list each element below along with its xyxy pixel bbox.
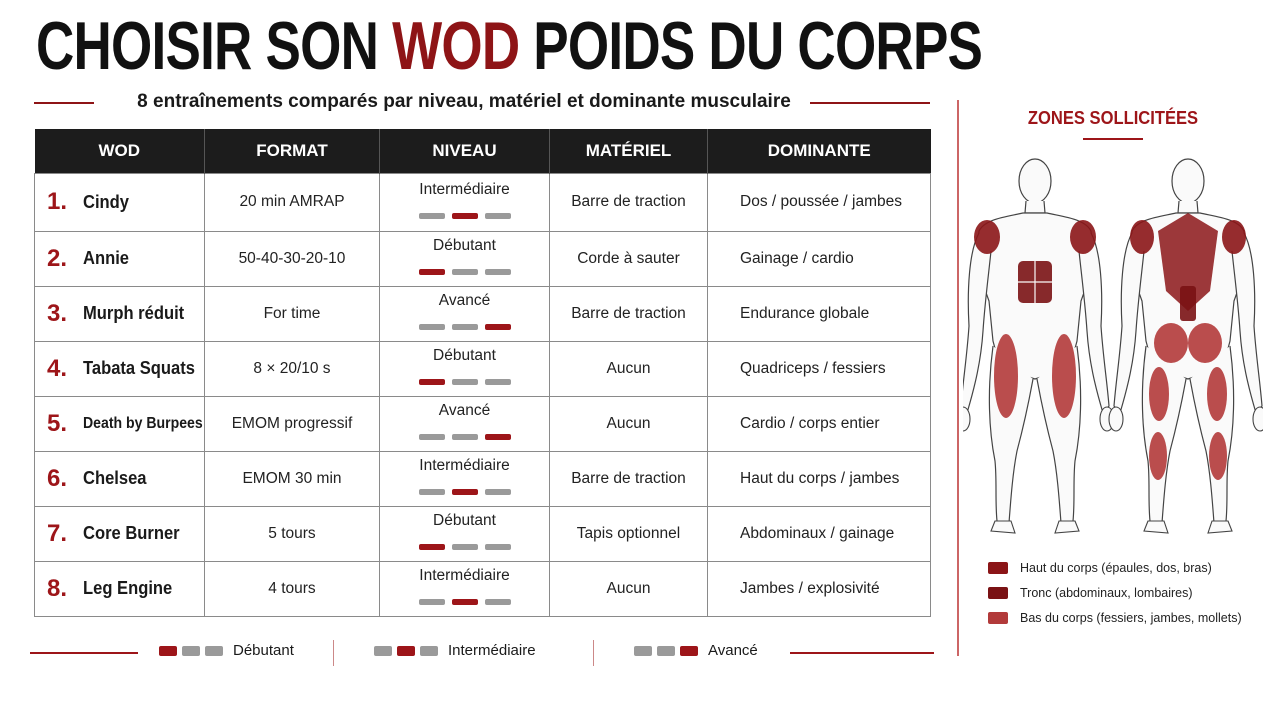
front-quad-left [994, 334, 1018, 418]
legend-rule-left [30, 652, 138, 654]
cell-equipment: Barre de traction [550, 173, 708, 231]
swatch-upper [988, 562, 1008, 574]
wod-name: Tabata Squats [83, 358, 195, 378]
level-label: Intermédiaire [419, 457, 510, 474]
back-lumbar [1180, 286, 1196, 321]
front-shoulder-right [1070, 220, 1096, 254]
level-bars [419, 379, 511, 385]
cell-wod [35, 396, 205, 451]
cell-level [380, 561, 550, 616]
zones-title-underline [1083, 138, 1143, 140]
level-bar [485, 599, 511, 605]
subtitle-row [34, 88, 930, 116]
level-bar [419, 324, 445, 330]
cell-format: 8 × 20/10 s [205, 341, 380, 396]
level-label: Intermédiaire [419, 180, 510, 198]
back-calf-left [1149, 432, 1167, 480]
wod-number: 8. [47, 574, 68, 602]
subtitle-rule-right [810, 102, 930, 104]
cell-level [380, 173, 550, 231]
level-bar [419, 213, 445, 219]
level-bar [452, 489, 478, 495]
panel-divider [957, 100, 959, 656]
legend-separator [593, 640, 594, 666]
back-shoulder-left [1130, 220, 1154, 254]
table-row [35, 173, 931, 231]
zones-legend-trunk-label: Tronc (abdominaux, lombaires) [1020, 585, 1193, 600]
subtitle-rule-left [34, 102, 94, 104]
swatch-trunk [988, 587, 1008, 599]
wod-name: Chelsea [83, 468, 147, 488]
level-bar [452, 269, 478, 275]
level-bar [452, 599, 478, 605]
cell-wod [35, 341, 205, 396]
cell-equipment: Barre de traction [550, 451, 708, 506]
back-hamstring-right [1207, 367, 1227, 421]
cell-equipment: Aucun [550, 341, 708, 396]
back-glute-right [1188, 323, 1222, 363]
level-bars [419, 599, 511, 605]
zones-legend-trunk [988, 580, 1242, 605]
legend-intermediate [374, 642, 536, 659]
title-part1: CHOISIR SON [36, 8, 393, 84]
cell-equipment: Aucun [550, 396, 708, 451]
zones-legend-upper [988, 555, 1242, 580]
level-bar [419, 379, 445, 385]
header-wod: WOD [35, 129, 205, 173]
legend-separator [333, 640, 334, 666]
header-focus: DOMINANTE [708, 129, 931, 173]
back-calf-right [1209, 432, 1227, 480]
legend-beginner-label: Débutant [233, 642, 294, 659]
cell-format: 50-40-30-20-10 [205, 231, 380, 286]
cell-level [380, 506, 550, 561]
back-shoulder-right [1222, 220, 1246, 254]
cell-focus: Cardio / corps entier [708, 396, 931, 451]
page-title [36, 6, 982, 86]
table-row [35, 561, 931, 616]
wod-name: Core Burner [83, 523, 180, 543]
table-row [35, 341, 931, 396]
cell-level [380, 341, 550, 396]
cell-equipment: Corde à sauter [550, 231, 708, 286]
zones-title: ZONES SOLLICITÉES [1027, 108, 1199, 128]
cell-wod [35, 506, 205, 561]
level-bar [452, 324, 478, 330]
cell-format: 4 tours [205, 561, 380, 616]
wod-table [34, 129, 931, 617]
cell-format: 5 tours [205, 506, 380, 561]
zones-legend [988, 555, 1242, 630]
cell-focus: Dos / poussée / jambes [708, 173, 931, 231]
front-shoulder-left [974, 220, 1000, 254]
zones-legend-lower-label: Bas du corps (fessiers, jambes, mollets) [1020, 610, 1242, 625]
wod-number: 4. [47, 354, 68, 382]
wod-name: Annie [83, 248, 130, 268]
zones-legend-upper-label: Haut du corps (épaules, dos, bras) [1020, 560, 1212, 575]
level-bar [419, 599, 445, 605]
back-hamstring-left [1149, 367, 1169, 421]
level-bars [419, 213, 511, 219]
table-row [35, 286, 931, 341]
level-bar [452, 544, 478, 550]
cell-wod [35, 561, 205, 616]
cell-equipment: Aucun [550, 561, 708, 616]
legend-intermediate-bars [374, 646, 438, 656]
cell-wod [35, 451, 205, 506]
cell-level [380, 286, 550, 341]
wod-name: Death by Burpees [83, 414, 203, 432]
legend-rule-right [790, 652, 934, 654]
legend-beginner [159, 642, 294, 659]
level-bars [419, 489, 511, 495]
level-bar [419, 269, 445, 275]
cell-focus: Jambes / explosivité [708, 561, 931, 616]
swatch-lower [988, 612, 1008, 624]
anatomy-figures [963, 145, 1263, 540]
level-bar [419, 489, 445, 495]
level-bar [485, 544, 511, 550]
legend-advanced-label: Avancé [708, 642, 758, 659]
level-bar [452, 434, 478, 440]
level-bar [485, 269, 511, 275]
wod-number: 7. [47, 519, 68, 547]
level-bar [419, 544, 445, 550]
cell-format: 20 min AMRAP [205, 173, 380, 231]
level-bar [452, 379, 478, 385]
level-label: Avancé [438, 402, 491, 419]
title-part2: POIDS DU CORPS [519, 8, 983, 84]
level-bar [452, 213, 478, 219]
cell-focus: Haut du corps / jambes [708, 451, 931, 506]
header-format: FORMAT [205, 129, 380, 173]
table-header-row [35, 129, 931, 173]
wod-name: Cindy [83, 191, 130, 212]
level-label: Intermédiaire [419, 567, 510, 584]
level-bars [419, 544, 511, 550]
wod-number: 6. [47, 464, 68, 492]
legend-intermediate-label: Intermédiaire [448, 642, 536, 659]
cell-format: EMOM 30 min [205, 451, 380, 506]
table-row [35, 451, 931, 506]
cell-level [380, 231, 550, 286]
level-legend [30, 636, 934, 668]
wod-number: 3. [47, 299, 68, 327]
cell-format: EMOM progressif [205, 396, 380, 451]
level-bars [419, 269, 511, 275]
title-accent: WOD [392, 8, 520, 84]
cell-wod [35, 286, 205, 341]
wod-number: 5. [47, 409, 68, 437]
wod-name: Leg Engine [83, 578, 173, 598]
wod-number: 2. [47, 244, 68, 272]
back-figure [1109, 159, 1263, 533]
wod-name: Murph réduit [83, 303, 185, 323]
wod-number: 1. [47, 188, 68, 215]
cell-equipment: Tapis optionnel [550, 506, 708, 561]
legend-advanced-bars [634, 646, 698, 656]
cell-level [380, 396, 550, 451]
level-bar [485, 434, 511, 440]
cell-focus: Quadriceps / fessiers [708, 341, 931, 396]
cell-wod [35, 173, 205, 231]
legend-beginner-bars [159, 646, 223, 656]
front-figure [963, 159, 1114, 533]
level-bar [419, 434, 445, 440]
header-equipment: MATÉRIEL [550, 129, 708, 173]
cell-wod [35, 231, 205, 286]
cell-format: For time [205, 286, 380, 341]
zones-legend-lower [988, 605, 1242, 630]
level-label: Débutant [433, 512, 496, 529]
header-level: NIVEAU [380, 129, 550, 173]
subtitle: 8 entraînements comparés par niveau, matériel et dominante musculaire [137, 91, 791, 112]
legend-advanced [634, 642, 758, 659]
level-bar [485, 213, 511, 219]
cell-focus: Abdominaux / gainage [708, 506, 931, 561]
level-label: Débutant [433, 237, 496, 254]
cell-focus: Endurance globale [708, 286, 931, 341]
table-row [35, 506, 931, 561]
level-bars [419, 434, 511, 440]
cell-level [380, 451, 550, 506]
level-bar [485, 489, 511, 495]
cell-equipment: Barre de traction [550, 286, 708, 341]
table-row [35, 396, 931, 451]
back-glute-left [1154, 323, 1188, 363]
level-bar [485, 324, 511, 330]
level-bars [419, 324, 511, 330]
level-label: Avancé [438, 292, 491, 309]
front-quad-right [1052, 334, 1076, 418]
level-bar [485, 379, 511, 385]
cell-focus: Gainage / cardio [708, 231, 931, 286]
level-label: Débutant [433, 347, 496, 364]
table-row [35, 231, 931, 286]
